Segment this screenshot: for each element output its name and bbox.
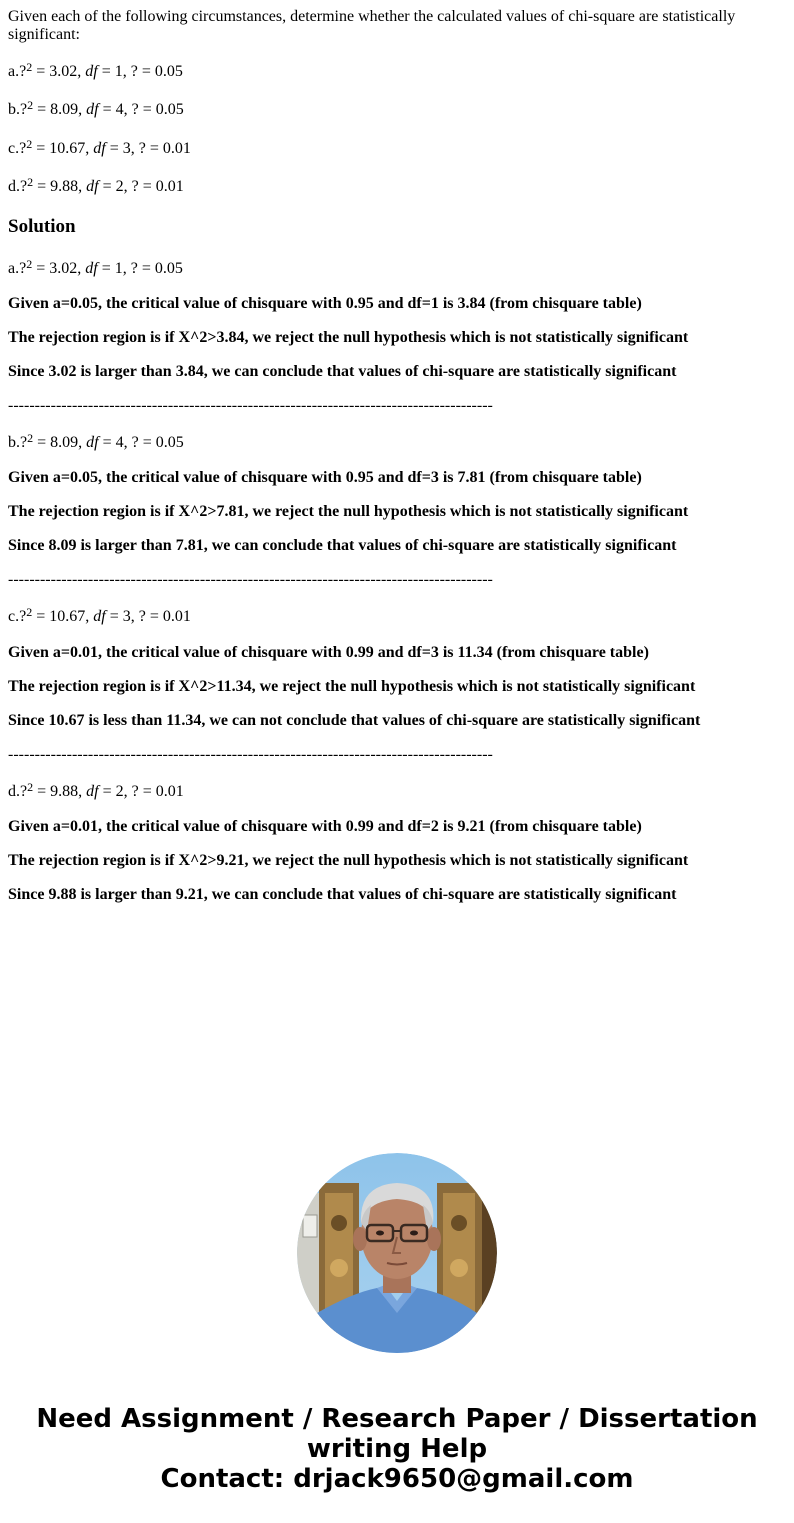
solution-c-line-3: Since 10.67 is less than 11.34, we can not conclude that values of chi-square are statistically significant: [8, 712, 701, 729]
item-prefix: c.?: [8, 140, 27, 157]
label-df: df: [85, 260, 98, 277]
item-sup: 2: [26, 137, 33, 151]
solution-label-d: [8, 780, 184, 801]
item-prefix: b.?: [8, 101, 28, 118]
solution-d-line-1: Given a=0.01, the critical value of chisquare with 0.99 and df=2 is 9.21 (from chisquare table): [8, 818, 642, 835]
label-rest: = 4, ? = 0.05: [98, 434, 184, 451]
label-mid: = 3.02,: [32, 260, 86, 277]
question-intro: Given each of the following circumstances, determine whether the calculated values of chi-square are statistically significant:: [8, 8, 736, 43]
item-rest: = 1, ? = 0.05: [97, 63, 183, 80]
solution-d-line-2: The rejection region is if X^2>9.21, we reject the null hypothesis which is not statistically significant: [8, 852, 689, 869]
item-sup: 2: [26, 60, 33, 74]
item-mid: = 3.02,: [32, 63, 86, 80]
item-rest: = 4, ? = 0.05: [98, 101, 184, 118]
label-sup: 2: [27, 780, 34, 794]
divider: -------------------------------------------------------------------------------------------: [8, 746, 493, 763]
label-sup: 2: [26, 605, 33, 619]
footer-line-1: Need Assignment / Research Paper / Dissertation: [36, 1404, 758, 1434]
item-df: df: [86, 101, 99, 118]
question-item-c: [8, 137, 191, 158]
item-df: df: [85, 63, 98, 80]
label-mid: = 9.88,: [33, 783, 87, 800]
item-sup: 2: [27, 175, 34, 189]
item-sup: 2: [27, 98, 34, 112]
label-df: df: [86, 783, 99, 800]
person-photo-icon: [297, 1153, 497, 1353]
label-prefix: d.?: [8, 783, 28, 800]
divider: -------------------------------------------------------------------------------------------: [8, 397, 493, 414]
divider: -------------------------------------------------------------------------------------------: [8, 571, 493, 588]
item-rest: = 2, ? = 0.01: [98, 178, 184, 195]
solution-label-b: [8, 431, 184, 452]
solution-heading: Solution: [8, 216, 76, 237]
label-df: df: [86, 434, 99, 451]
item-prefix: a.?: [8, 63, 27, 80]
item-mid: = 10.67,: [32, 140, 94, 157]
label-mid: = 8.09,: [33, 434, 87, 451]
solution-d-line-3: Since 9.88 is larger than 9.21, we can conclude that values of chi-square are statistically significant: [8, 886, 677, 903]
question-item-d: [8, 175, 184, 196]
label-rest: = 3, ? = 0.01: [105, 608, 191, 625]
footer-line-2: writing Help: [306, 1434, 488, 1464]
label-rest: = 2, ? = 0.01: [98, 783, 184, 800]
label-prefix: c.?: [8, 608, 27, 625]
item-mid: = 8.09,: [33, 101, 87, 118]
solution-b-line-2: The rejection region is if X^2>7.81, we reject the null hypothesis which is not statistically significant: [8, 503, 689, 520]
footer-contact: Contact: drjack9650@gmail.com: [160, 1464, 634, 1494]
label-prefix: b.?: [8, 434, 28, 451]
item-prefix: d.?: [8, 178, 28, 195]
solution-b-line-3: Since 8.09 is larger than 7.81, we can conclude that values of chi-square are statistically significant: [8, 537, 677, 554]
solution-label-a: [8, 257, 183, 278]
item-mid: = 9.88,: [33, 178, 87, 195]
label-sup: 2: [26, 257, 33, 271]
label-mid: = 10.67,: [32, 608, 94, 625]
solution-a-line-2: The rejection region is if X^2>3.84, we reject the null hypothesis which is not statistically significant: [8, 329, 689, 346]
label-rest: = 1, ? = 0.05: [97, 260, 183, 277]
solution-c-line-2: The rejection region is if X^2>11.34, we reject the null hypothesis which is not statistically significant: [8, 678, 696, 695]
solution-b-line-1: Given a=0.05, the critical value of chisquare with 0.95 and df=3 is 7.81 (from chisquare table): [8, 469, 642, 486]
question-item-a: [8, 60, 183, 81]
solution-a-line-3: Since 3.02 is larger than 3.84, we can conclude that values of chi-square are statistically significant: [8, 363, 677, 380]
solution-a-line-1: Given a=0.05, the critical value of chisquare with 0.95 and df=1 is 3.84 (from chisquare table): [8, 295, 642, 312]
item-df: df: [86, 178, 99, 195]
solution-label-c: [8, 605, 191, 626]
footer-banner: [0, 1404, 794, 1494]
item-rest: = 3, ? = 0.01: [105, 140, 191, 157]
solution-c-line-1: Given a=0.01, the critical value of chisquare with 0.99 and df=3 is 11.34 (from chisquare table): [8, 644, 649, 661]
label-df: df: [93, 608, 106, 625]
label-prefix: a.?: [8, 260, 27, 277]
question-item-b: [8, 98, 184, 119]
label-sup: 2: [27, 431, 34, 445]
item-df: df: [93, 140, 106, 157]
question-intro-wrapper: [8, 8, 778, 44]
